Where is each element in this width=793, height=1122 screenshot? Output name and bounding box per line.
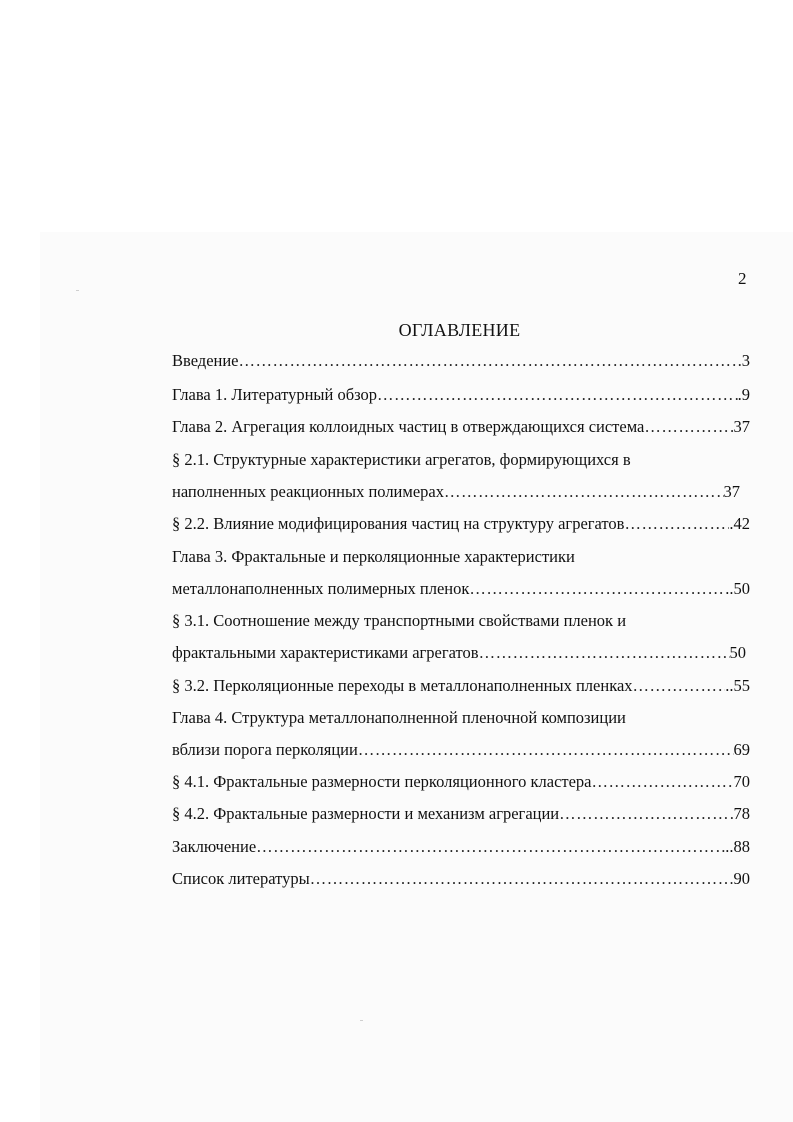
toc-entry-text: Глава 1. Литературный обзор [172, 385, 378, 404]
toc-leader-dots [559, 802, 733, 826]
toc-entry-section-3-1-line-1[interactable] [172, 609, 626, 633]
toc-entry-section-2-1-line-2[interactable] [172, 480, 740, 504]
toc-entry-section-4-1[interactable] [172, 770, 750, 794]
toc-entry-page: 37 [723, 482, 740, 501]
toc-leader-dots [358, 738, 734, 762]
toc-entry-text: § 2.1. Структурные характеристики агрегатов, формирующихся в [172, 450, 631, 469]
toc-leader-dots [310, 867, 734, 891]
scan-speck [360, 1020, 363, 1021]
toc-entry-text: § 4.1. Фрактальные размерности перколяционного кластера [172, 772, 592, 791]
toc-leader-dots [644, 415, 733, 439]
toc-entry-text: § 3.2. Перколяционные переходы в металлонаполненных пленках [172, 676, 633, 695]
toc-leader-dots [377, 383, 738, 407]
toc-entry-conclusion[interactable] [172, 835, 750, 859]
toc-entry-section-3-1-line-2[interactable] [172, 641, 746, 665]
toc-entry-text: § 4.2. Фрактальные размерности и механизм агрегации [172, 804, 560, 823]
toc-entry-chapter-4-line-2[interactable] [172, 738, 750, 762]
toc-entry-text: Глава 2. Агрегация коллоидных частиц в отверждающихся система [172, 417, 645, 436]
toc-entry-text: металлонаполненных полимерных пленок [172, 579, 470, 598]
toc-entry-page: ..55 [725, 676, 750, 695]
toc-entry-text: Заключение [172, 837, 257, 856]
toc-leader-dots [624, 512, 729, 536]
toc-entry-chapter-2[interactable] [172, 415, 750, 439]
toc-entry-page: ..88 [725, 837, 750, 856]
toc-entry-section-4-2[interactable] [172, 802, 750, 826]
toc-entry-text: вблизи порога перколяции [172, 740, 358, 759]
toc-entry-references[interactable] [172, 867, 750, 891]
toc-entry-page: ..50 [725, 579, 750, 598]
toc-entry-page: 3 [741, 351, 750, 370]
toc-leader-dots [633, 674, 726, 698]
toc-entry-page: 78 [733, 804, 750, 823]
toc-entry-text: Глава 3. Фрактальные и перколяционные характеристики [172, 547, 575, 566]
toc-entry-section-2-2[interactable] [172, 512, 750, 536]
toc-entry-page: 90 [733, 869, 750, 888]
toc-entry-text: § 2.2. Влияние модифицирования частиц на структуру агрегатов [172, 514, 625, 533]
toc-entry-chapter-3-line-1[interactable] [172, 545, 575, 569]
toc-leader-dots [592, 770, 734, 794]
toc-entry-text: § 3.1. Соотношение между транспортными свойствами пленок и [172, 611, 627, 630]
toc-entry-section-3-2[interactable] [172, 674, 750, 698]
toc-entry-text: фрактальными характеристиками агрегатов [172, 643, 479, 662]
toc-leader-dots [469, 577, 725, 601]
toc-entry-page: .42 [729, 514, 750, 533]
page-number: 2 [738, 269, 747, 288]
toc-leader-dots [256, 835, 725, 859]
toc-entry-page: 70 [733, 772, 750, 791]
toc-entry-chapter-1[interactable] [172, 383, 750, 407]
toc-entry-introduction[interactable] [172, 349, 750, 373]
toc-entry-text: Введение [172, 351, 239, 370]
toc-entry-text: Глава 4. Структура металлонаполненной пленочной композиции [172, 708, 626, 727]
toc-entry-page: 37 [733, 417, 750, 436]
toc-entry-text: наполненных реакционных полимерах [172, 482, 444, 501]
toc-entry-chapter-4-line-1[interactable] [172, 706, 626, 730]
toc-entry-page: 50 [729, 643, 746, 662]
toc-leader-dots [444, 480, 724, 504]
toc-leader-dots [479, 641, 730, 665]
toc-leader-dots [239, 349, 742, 373]
toc-entry-text: Список литературы [172, 869, 310, 888]
toc-entry-chapter-3-line-2[interactable] [172, 577, 750, 601]
toc-entry-section-2-1-line-1[interactable] [172, 448, 631, 472]
scan-speck [76, 290, 79, 291]
toc-entry-page: .9 [737, 385, 750, 404]
toc-entry-page: 69 [733, 740, 750, 759]
toc-title: ОГЛАВЛЕНИЕ [398, 320, 521, 340]
